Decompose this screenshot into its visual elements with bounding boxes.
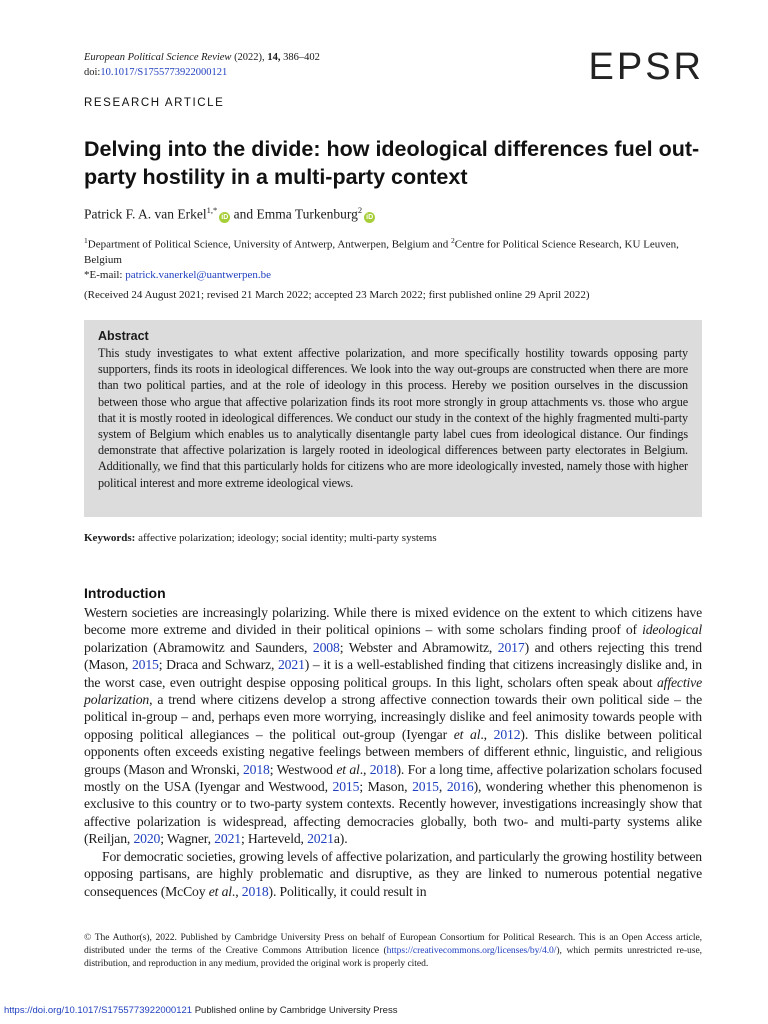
citation-link[interactable]: 2008 bbox=[312, 639, 340, 655]
footer-bar bbox=[0, 1004, 768, 1024]
author-affiliation-mark: 1,* bbox=[206, 205, 218, 215]
citation-link[interactable]: 2021 bbox=[214, 831, 241, 847]
paper-title: Delving into the divide: how ideological differences fuel out-party hostility in a multi-party context bbox=[84, 137, 700, 189]
license-link[interactable]: https://creativecommons.org/licenses/by/4.0/ bbox=[386, 945, 557, 956]
section-heading: Introduction bbox=[84, 585, 166, 601]
citation-link[interactable]: 2015 bbox=[131, 657, 159, 673]
license-notice: © The Author(s), 2022. Published by Cambridge University Press on behalf of European Consortium for Political Research. This is an Open Access article, distributed under the terms of the Creative Commons Attribution licence (https://creativecommons.org/licenses/by/4.0/), which permits unrestricted re-use, distribution, and reproduction in any medium, provided the original work is properly cited. bbox=[84, 932, 702, 969]
doi-link[interactable]: 10.1017/S1755773922000121 bbox=[100, 67, 228, 78]
keywords-label: Keywords: bbox=[84, 532, 136, 544]
paragraph: For democratic societies, growing levels of affective polarization, and particularly the growing hostility between opposing partisans, are highly problematic and disruptive, as they are linked to numerous potential negative consequences (McCoy et al., 2018). Politically, it could result in bbox=[84, 848, 702, 899]
citation-link[interactable]: 2015 bbox=[332, 779, 360, 795]
article-type: RESEARCH ARTICLE bbox=[84, 97, 225, 109]
body-text bbox=[84, 604, 702, 900]
citation-link[interactable]: 2021 bbox=[277, 657, 305, 673]
footer-published: Published online by Cambridge University Press bbox=[192, 1005, 398, 1016]
citation-link[interactable]: 2016 bbox=[446, 779, 474, 795]
author-name: Patrick F. A. van Erkel bbox=[84, 206, 207, 222]
paragraph: Western societies are increasingly polarizing. While there is mixed evidence on the extent to which citizens have become more extreme and divided in their political opinions – with some scholars finding proof of ideological polarization (Abramowitz and Saunders, 2008; Webster and Abramowitz, 2017) and others rejecting this trend (Mason, 2015; Draca and Schwarz, 2021) – it is a well-established finding that citizens increasingly dislike and, in the worst case, even outright despise opposing political groups. In this light, scholars often speak about affective polarization, a trend where citizens develop a strong affective connection towards their own political side – the political in-group – and, perhaps even more worrying, increasingly dislike and feel animosity towards people with opposing political allegiances – the political out-group (Iyengar et al., 2012). This dislike between political opponents often exceeds existing negative feelings between members of different ethnic, linguistic, and religious groups (Mason and Wronski, 2018; Westwood et al., 2018). For a long time, affective polarization scholars focused mostly on the USA (Iyengar and Westwood, 2015; Mason, 2015, 2016), wondering whether this phenomenon is exclusive to this country or to two-party system contexts. Recently however, investigations increasingly show that affective polarization is widespread, affecting democracies globally, both two- and multi-party systems alike (Reiljan, 2020; Wagner, 2021; Harteveld, 2021a). bbox=[84, 605, 702, 847]
citation-link[interactable]: 2018 bbox=[242, 761, 270, 777]
author-affiliation-mark: 2 bbox=[357, 205, 363, 215]
affiliation-mark: 1 bbox=[84, 236, 88, 245]
orcid-icon[interactable]: iD bbox=[366, 213, 374, 221]
email-label: *E-mail: bbox=[84, 268, 126, 281]
footer-doi-link[interactable]: https://doi.org/10.1017/S1755773922000121 bbox=[4, 1005, 193, 1016]
citation-link[interactable]: 2015 bbox=[412, 779, 439, 795]
citation-link[interactable]: 2017 bbox=[497, 639, 525, 655]
citation-link[interactable]: 2018 bbox=[241, 883, 269, 899]
author-conjunction: and bbox=[230, 206, 257, 222]
keywords bbox=[84, 532, 437, 544]
affiliation-text: Centre for Political Science Research, KU Leuven, Belgium bbox=[84, 238, 679, 266]
journal-pages: 386–402 bbox=[283, 52, 320, 63]
orcid-icon[interactable]: iD bbox=[221, 213, 229, 221]
journal-name: European Political Science Review bbox=[84, 52, 232, 63]
citation-link[interactable]: 2012 bbox=[493, 726, 521, 742]
citation-link[interactable]: 2018 bbox=[369, 761, 397, 777]
abstract-heading: Abstract bbox=[98, 329, 149, 343]
keywords-text: affective polarization; ideology; social identity; multi-party systems bbox=[135, 532, 437, 544]
abstract-box bbox=[84, 320, 702, 517]
author-name: Emma Turkenburg bbox=[256, 206, 358, 222]
journal-logo: EPSR bbox=[588, 46, 704, 88]
abstract-text: This study investigates to what extent affective polarization, and more specifically hostility towards opposing party supporters, finds its roots in ideological differences. We look into the way out-groups are constructed when there are more than two political parties, and at the role of ideology in this process. Hereby we position ourselves in the discussion between those who argue that affective polarization finds its root more strongly in group attachments vs. those who argue that it is mostly rooted in ideological differences. We conduct our study in the context of the highly fragmented multi-party system of Belgium which enables us to analytically disentangle party label cues from ideological distance. Our findings demonstrate that affective polarization is largely rooted in ideological differences between party electorates in Belgium. Additionally, we find that this particularly holds for citizens who are more ideologically invested, namely those with higher political interest and more extreme ideological views. bbox=[98, 346, 688, 490]
journal-year: (2022), bbox=[234, 52, 265, 63]
affiliation-text: Department of Political Science, University of Antwerp, Antwerpen, Belgium and bbox=[87, 238, 451, 251]
received-dates: (Received 24 August 2021; revised 21 March 2022; accepted 23 March 2022; first published online 29 April 2022) bbox=[84, 289, 590, 301]
citation-link[interactable]: 2021 bbox=[307, 831, 334, 847]
citation-link[interactable]: 2020 bbox=[133, 831, 161, 847]
affiliation-mark: 2 bbox=[450, 236, 455, 245]
doi-prefix: doi: bbox=[84, 67, 101, 78]
affiliations bbox=[84, 233, 704, 283]
email-link[interactable]: patrick.vanerkel@uantwerpen.be bbox=[125, 268, 271, 281]
journal-volume: 14, bbox=[267, 52, 281, 63]
journal-header bbox=[84, 50, 320, 80]
author-list bbox=[84, 205, 375, 223]
